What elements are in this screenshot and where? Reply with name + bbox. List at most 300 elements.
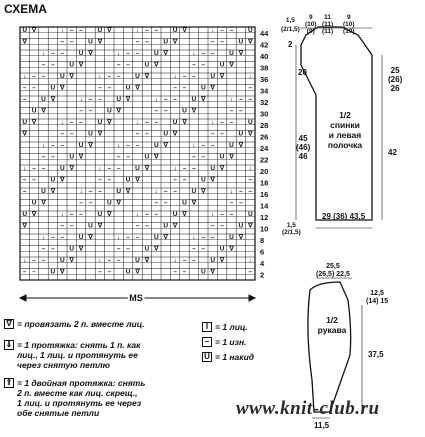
stitch-symbol: – (182, 165, 187, 173)
stitch-symbol: U (135, 73, 140, 81)
stitch-symbol: ↓ (23, 73, 27, 81)
stitch-symbol: – (60, 38, 65, 46)
stitch-symbol: – (173, 268, 177, 276)
stitch-symbol: ∇ (210, 268, 215, 276)
stitch-symbol: – (220, 222, 224, 230)
stitch-symbol: ∇ (238, 142, 244, 150)
stitch-symbol: ↓ (135, 211, 140, 219)
stitch-symbol: U (144, 245, 150, 253)
stitch-symbol: ∇ (88, 234, 93, 242)
stitch-symbol: – (60, 50, 65, 58)
stitch-symbol: – (135, 130, 140, 138)
stitch-symbol: – (220, 38, 224, 46)
stitch-symbol: – (135, 234, 140, 242)
stitch-symbol: U (88, 222, 93, 230)
legend-ssk: = 1 протяжка: снять 1 п. как лиц., 1 лиц. и протянуть ее через снятую петлю (17, 340, 141, 370)
stitch-symbol: U (97, 119, 103, 127)
stitch-symbol: U (247, 119, 253, 127)
stitch-symbol: – (201, 61, 206, 69)
stitch-symbol: ∇ (88, 50, 93, 58)
stitch-symbol: – (201, 50, 206, 58)
stitch-symbol: – (60, 142, 65, 150)
row-number: 10 (260, 224, 269, 234)
stitch-symbol: – (22, 188, 27, 196)
stitch-symbol: – (173, 84, 177, 92)
stitch-symbol: – (135, 142, 140, 150)
row-number: 12 (260, 212, 269, 222)
stitch-symbol: – (107, 84, 112, 92)
stitch-symbol: ↓ (23, 165, 27, 173)
stitch-symbol: – (145, 119, 149, 127)
stitch-symbol: – (60, 234, 65, 242)
stitch-symbol: U (229, 142, 234, 150)
stitch-symbol: ∇ (210, 176, 215, 184)
stitch-symbol: – (182, 176, 187, 184)
stitch-symbol: U (50, 176, 56, 184)
stitch-symbol: – (107, 268, 112, 276)
stitch-symbol: – (41, 165, 46, 173)
legend-knit: = 1 лиц. (215, 322, 248, 332)
stitch-symbol: – (163, 96, 168, 104)
stitch-symbol: U (59, 73, 65, 81)
sleeve-label: 1/2 рукава (317, 315, 347, 335)
stitch-symbol: – (173, 176, 177, 184)
stitch-symbol: – (116, 165, 121, 173)
row-number: 42 (260, 40, 269, 50)
stitch-symbol: – (210, 50, 215, 58)
stitch-symbol: ∇ (97, 130, 103, 138)
dim-bottom-width: 29 (36) 43,5 (322, 212, 366, 221)
dim-neck: 11 (11) (11) (322, 14, 334, 35)
stitch-symbol: ∇ (97, 38, 103, 46)
stitch-symbol: ∇ (144, 257, 150, 265)
stitch-symbol: ↓ (192, 142, 196, 150)
stitch-symbol: – (51, 50, 55, 58)
stitch-symbol: – (248, 188, 253, 196)
stitch-symbol: U (41, 188, 46, 196)
stitch-symbol: – (182, 257, 187, 265)
stitch-symbol: – (201, 142, 206, 150)
row-number: 38 (260, 63, 269, 73)
stitch-symbol: ∇ (69, 257, 74, 265)
stitch-symbol: ↓ (79, 96, 83, 104)
stitch-symbol: ↓ (117, 142, 121, 150)
stitch-symbol: – (210, 38, 215, 46)
stitch-symbol: U (219, 61, 225, 69)
dim-armhole-left: 20 (298, 68, 307, 77)
stitch-symbol: U (69, 245, 75, 253)
stitch-symbol: U (200, 84, 206, 92)
stitch-symbol: U (144, 153, 150, 161)
row-number: 14 (260, 201, 269, 211)
stitch-symbol: ↓ (41, 142, 46, 150)
stitch-symbol: ↓ (211, 119, 215, 127)
stitch-symbol: ∇ (248, 38, 253, 46)
stitch-symbol: ∇ (22, 130, 27, 138)
stitch-symbol: ∇ (219, 73, 225, 81)
stitch-symbol: U (153, 142, 159, 150)
stitch-symbol: ∇ (22, 38, 27, 46)
legend-yarn-over: = 1 накид (215, 352, 255, 362)
stitch-symbol: – (116, 61, 121, 69)
stitch-symbol: ∇ (182, 119, 187, 127)
stitch-symbol: ↓ (192, 234, 196, 242)
stitch-symbol: U (163, 222, 169, 230)
stitch-symbol: – (248, 96, 253, 104)
stitch-symbol: – (69, 211, 74, 219)
stitch-symbol: ∇ (172, 38, 178, 46)
row-number: 18 (260, 178, 269, 188)
stitch-symbol: ↓ (248, 165, 252, 173)
double-ssk-icon: ⇑ (5, 378, 13, 387)
yarn-over-icon: U (202, 352, 212, 362)
stitch-symbol: – (192, 165, 196, 173)
stitch-symbol: ∇ (78, 61, 84, 69)
stitch-symbol: – (88, 96, 93, 104)
stitch-symbol: U (31, 107, 37, 115)
stitch-symbol: – (182, 84, 187, 92)
stitch-symbol: ↓ (211, 211, 215, 219)
stitch-symbol: ↓ (98, 165, 102, 173)
stitch-symbol: – (32, 73, 36, 81)
stitch-symbol: U (153, 234, 159, 242)
stitch-symbol: U (229, 50, 234, 58)
stitch-symbol: – (154, 119, 159, 127)
stitch-symbol: – (22, 176, 27, 184)
stitch-symbol: ∇ (125, 188, 131, 196)
stitch-symbol: ∇ (107, 211, 112, 219)
stitch-symbol: – (145, 211, 149, 219)
row-number: 22 (260, 155, 269, 165)
stitch-symbol: ∇ (163, 234, 168, 242)
stitch-symbol: ↓ (135, 27, 140, 35)
stitch-symbol: – (69, 130, 74, 138)
stitch-symbol: – (145, 222, 149, 230)
stitch-symbol: – (22, 268, 27, 276)
stitch-symbol: ∇ (201, 96, 206, 104)
stitch-symbol: ∇ (135, 84, 140, 92)
stitch-symbol: ∇ (154, 153, 159, 161)
row-number: 6 (260, 247, 265, 257)
stitch-symbol: ↓ (117, 234, 121, 242)
stitch-symbol: U (247, 211, 253, 219)
stitch-symbol: – (32, 165, 36, 173)
row-number: 44 (260, 28, 269, 38)
stitch-symbol: – (32, 268, 36, 276)
row-number: 4 (260, 258, 265, 268)
stitch-symbol: – (32, 84, 36, 92)
stitch-symbol: ∇ (60, 176, 65, 184)
purl-icon: – (202, 337, 212, 347)
stitch-symbol: – (145, 27, 149, 35)
stitch-symbol: – (163, 188, 168, 196)
stitch-symbol: – (229, 119, 234, 127)
stitch-symbol: ∇ (78, 245, 84, 253)
k2tog-icon: ∇ (4, 319, 14, 329)
stitch-symbol: ∇ (191, 107, 197, 115)
stitch-symbol: ↓ (98, 73, 102, 81)
stitch-symbol: U (88, 38, 93, 46)
stitch-symbol: – (154, 27, 159, 35)
stitch-symbol: – (60, 222, 65, 230)
stitch-symbol: – (201, 153, 206, 161)
stitch-symbol: – (51, 245, 55, 253)
stitch-symbol: – (107, 165, 112, 173)
stitch-symbol: U (238, 130, 244, 138)
stitch-symbol: U (125, 176, 131, 184)
stitch-symbol: U (41, 96, 46, 104)
ms-label: MS (129, 293, 143, 303)
stitch-symbol: ↓ (98, 257, 102, 265)
stitch-symbol: – (69, 222, 74, 230)
row-number: 34 (260, 86, 269, 96)
stitch-symbol: – (32, 176, 36, 184)
stitch-symbol: ∇ (238, 50, 244, 58)
stitch-symbol: U (125, 84, 131, 92)
stitch-symbol: – (41, 153, 46, 161)
stitch-symbol: ↓ (135, 119, 140, 127)
stitch-symbol: – (192, 73, 196, 81)
chart-title: СХЕМА (4, 2, 47, 16)
stitch-symbol: – (163, 107, 168, 115)
stitch-symbol: U (69, 61, 75, 69)
stitch-symbol: ∇ (78, 153, 84, 161)
stitch-symbol: – (248, 268, 253, 276)
stitch-symbol: – (126, 153, 130, 161)
ssk-icon: ⇓ (5, 340, 13, 349)
stitch-symbol: U (125, 268, 131, 276)
stitch-symbol: U (163, 130, 169, 138)
stitch-symbol: ∇ (88, 142, 93, 150)
stitch-symbol: U (59, 257, 65, 265)
stitch-symbol: U (50, 268, 56, 276)
stitch-symbol: ∇ (31, 119, 37, 127)
row-number: 26 (260, 132, 269, 142)
stitch-symbol: – (145, 38, 149, 46)
stitch-symbol: ∇ (163, 142, 168, 150)
stitch-symbol: – (51, 153, 55, 161)
stitch-symbol: – (107, 257, 112, 265)
stitch-symbol: – (79, 211, 83, 219)
stitch-symbol: U (22, 211, 28, 219)
stitch-symbol: ∇ (248, 222, 253, 230)
stitch-symbol: ↓ (211, 27, 215, 35)
row-number: 2 (260, 270, 265, 280)
stitch-symbol: – (173, 188, 177, 196)
stitch-symbol: – (88, 188, 93, 196)
stitch-symbol: ∇ (154, 61, 159, 69)
stitch-symbol: ↓ (173, 257, 177, 265)
stitch-symbol: – (22, 96, 27, 104)
stitch-symbol: – (248, 176, 253, 184)
knit-icon: I (202, 322, 212, 332)
stitch-symbol: U (97, 27, 103, 35)
stitch-symbol: ∇ (69, 73, 74, 81)
stitch-symbol: – (154, 211, 159, 219)
stitch-symbol: – (220, 130, 224, 138)
stitch-symbol: ↓ (173, 165, 177, 173)
stitch-symbol: – (135, 38, 140, 46)
stitch-symbol: U (59, 165, 65, 173)
dim-sleeve-top: 25,5 (26,5) 22,5 (316, 263, 350, 278)
stitch-symbol: – (210, 130, 215, 138)
stitch-symbol: – (173, 96, 177, 104)
stitch-symbol: – (32, 257, 36, 265)
stitch-symbol: ↓ (60, 211, 64, 219)
stitch-symbol: ∇ (135, 268, 140, 276)
stitch-symbol: U (163, 38, 169, 46)
stitch-symbol: – (107, 176, 112, 184)
stitch-symbol: – (220, 211, 224, 219)
dim-neck-edge: 1,5 (2/1,5) (281, 17, 300, 33)
stitch-symbol: U (200, 268, 206, 276)
stitch-symbol: – (88, 107, 93, 115)
stitch-symbol: U (78, 234, 84, 242)
stitch-symbol: U (219, 245, 225, 253)
stitch-symbol: – (51, 234, 55, 242)
row-number: 40 (260, 51, 269, 61)
stitch-symbol: U (116, 188, 122, 196)
dim-sleeve-cap: 12,5 (14) 15 (366, 290, 389, 305)
stitch-symbol: – (135, 50, 140, 58)
stitch-symbol: – (98, 96, 102, 104)
dim-sleeve-length: 37,5 (368, 350, 384, 359)
row-number: 20 (260, 166, 269, 176)
stitch-symbol: U (191, 96, 197, 104)
stitch-symbol: ∇ (182, 211, 187, 219)
stitch-symbol: ↓ (229, 188, 234, 196)
stitch-symbol: U (219, 153, 225, 161)
stitch-symbol: – (51, 142, 55, 150)
stitch-symbol: ∇ (229, 245, 234, 253)
stitch-symbol: ∇ (191, 199, 197, 207)
dim-side: 45 (46) 46 (296, 134, 311, 161)
stitch-symbol: – (126, 234, 130, 242)
stitch-symbol: ∇ (107, 119, 112, 127)
stitch-symbol: – (229, 199, 234, 207)
stitch-symbol: ∇ (144, 73, 150, 81)
stitch-symbol: – (210, 234, 215, 242)
dim-armhole-right: 25 (26) 26 (388, 66, 403, 93)
row-number: 30 (260, 109, 269, 119)
stitch-symbol: U (210, 257, 216, 265)
stitch-symbol: U (97, 211, 103, 219)
dim-hem: 1,5 (2/1,5) (282, 222, 301, 236)
stitch-symbol: – (116, 73, 121, 81)
stitch-symbol: – (41, 61, 46, 69)
stitch-symbol: ∇ (163, 50, 168, 58)
stitch-symbol: – (182, 73, 187, 81)
stitch-symbol: ∇ (248, 130, 253, 138)
stitch-symbol: – (41, 245, 46, 253)
stitch-symbol: – (116, 245, 121, 253)
dim-length: 42 (388, 148, 397, 157)
chart-grid (20, 26, 255, 280)
stitch-symbol: ∇ (22, 222, 27, 230)
stitch-symbol: – (210, 142, 215, 150)
stitch-symbol: – (107, 73, 112, 81)
stitch-symbol: – (98, 188, 102, 196)
stitch-symbol: – (182, 268, 187, 276)
stitch-symbol: – (229, 211, 234, 219)
stitch-symbol: ↓ (23, 257, 27, 265)
stitch-symbol: – (239, 188, 243, 196)
stitch-symbol: ∇ (97, 222, 103, 230)
stitch-symbol: ∇ (69, 165, 74, 173)
stitch-symbol: U (182, 107, 187, 115)
stitch-symbol: – (210, 222, 215, 230)
stitch-symbol: – (201, 234, 206, 242)
stitch-symbol: ∇ (107, 27, 112, 35)
stitch-symbol: – (229, 27, 234, 35)
stitch-symbol: – (239, 199, 243, 207)
stitch-symbol: ↓ (229, 96, 234, 104)
stitch-symbol: U (69, 153, 75, 161)
stitch-symbol: ∇ (219, 257, 225, 265)
stitch-symbol: – (98, 176, 102, 184)
stitch-symbol: U (210, 165, 216, 173)
stitch-symbol: – (192, 257, 196, 265)
stitch-symbol: ∇ (50, 96, 56, 104)
row-number: 16 (260, 189, 269, 199)
row-number: 8 (260, 235, 265, 245)
stitch-symbol: ∇ (50, 188, 56, 196)
back-label: 1/2 спинки и левая полочка (327, 110, 363, 150)
stitch-symbol: U (229, 234, 234, 242)
stitch-symbol: – (98, 84, 102, 92)
stitch-symbol: U (238, 38, 244, 46)
stitch-symbol: ∇ (238, 234, 244, 242)
stitch-symbol: ↓ (154, 96, 158, 104)
stitch-symbol: ∇ (135, 176, 140, 184)
stitch-symbol: – (192, 61, 196, 69)
stitch-symbol: ↓ (60, 27, 64, 35)
stitch-symbol: ∇ (116, 199, 121, 207)
dim-cuff: 11,5 (314, 421, 330, 430)
stitch-symbol: – (126, 61, 130, 69)
stitch-symbol: – (79, 107, 83, 115)
stitch-symbol: U (88, 130, 93, 138)
stitch-symbol: ↓ (60, 119, 64, 127)
stitch-symbol: – (60, 130, 65, 138)
stitch-symbol: – (126, 245, 130, 253)
stitch-symbol: U (50, 84, 56, 92)
stitch-symbol: ∇ (125, 96, 131, 104)
stitch-symbol: – (229, 107, 234, 115)
stitch-symbol: – (126, 50, 130, 58)
dim-shoulder: 9 (10) (9) (305, 14, 317, 35)
row-number: 28 (260, 120, 269, 130)
stitch-symbol: ↓ (173, 73, 177, 81)
stitch-symbol: U (172, 211, 178, 219)
stitch-symbol: U (182, 199, 187, 207)
stitch-symbol: U (172, 27, 178, 35)
stitch-symbol: U (200, 176, 206, 184)
stitch-symbol: – (145, 130, 149, 138)
stitch-symbol: ∇ (60, 84, 65, 92)
stitch-symbol: ∇ (41, 107, 46, 115)
stitch-symbol: – (22, 84, 27, 92)
stitch-symbol: ∇ (116, 107, 121, 115)
row-number: 36 (260, 74, 269, 84)
stitch-symbol: – (201, 245, 206, 253)
stitch-symbol: – (192, 245, 196, 253)
row-number: 24 (260, 143, 269, 153)
stitch-symbol: – (69, 119, 74, 127)
stitch-symbol: – (69, 38, 74, 46)
stitch-symbol: – (154, 199, 159, 207)
stitch-symbol: – (220, 27, 224, 35)
